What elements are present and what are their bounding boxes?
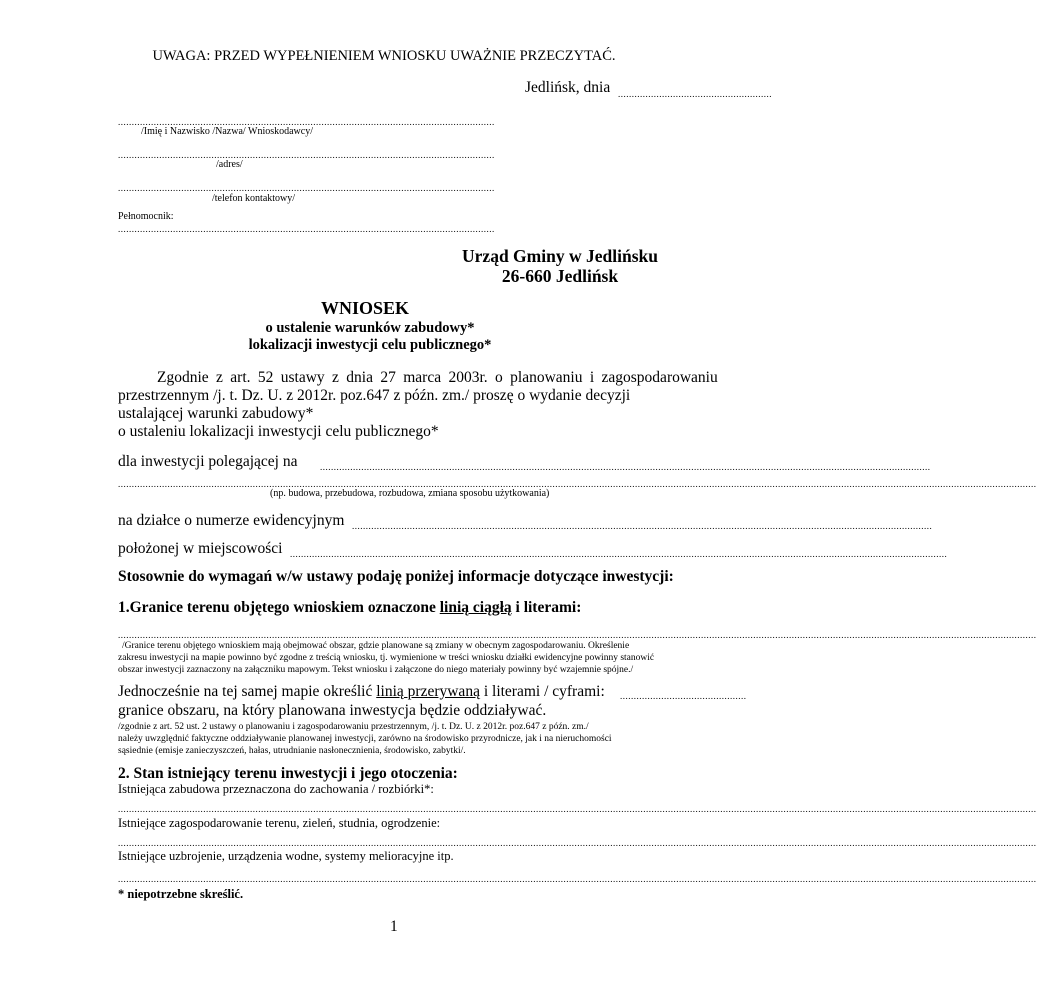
section-1-heading-suffix: i literami: xyxy=(511,599,582,616)
investment-label: dla inwestycji polegającej na xyxy=(118,453,298,470)
document-subtitle-2: lokalizacji inwestycji celu publicznego* xyxy=(248,337,492,353)
section-1-note-1: /Granice terenu objętego wnioskiem mają obejmować obszar, gdzie planowane są zmiany w obecnym zagospodarowaniu. Określenie xyxy=(122,641,630,651)
location-field[interactable]: ............................................................................................................................................................................................................................................... xyxy=(290,549,948,559)
warning-heading: UWAGA: PRZED WYPEŁNIENIEM WNIOSKU UWAŻNIE PRZECZYTAĆ. xyxy=(152,48,616,64)
date-field[interactable]: ........................................................ xyxy=(618,89,772,99)
impact-boundary-label xyxy=(118,683,605,701)
section-2-item-3: Istniejące uzbrojenie, urządzenia wodne, systemy melioracyjne itp. xyxy=(118,849,454,863)
section-2-item-3-field[interactable]: .............................................................................................................................................................................................................................................................................................................................................. xyxy=(118,874,1037,884)
section-2-heading: 2. Stan istniejący terenu inwestycji i jego otoczenia: xyxy=(118,765,458,782)
applicant-phone-field[interactable]: ......................................................................................................................................... xyxy=(118,183,495,193)
footnote: * niepotrzebne skreślić. xyxy=(118,887,244,901)
requirements-statement: Stosownie do wymagań w/w ustawy podaję poniżej informacje dotyczące inwestycji: xyxy=(118,568,674,585)
document-subtitle-1: o ustalenie warunków zabudowy* xyxy=(265,320,475,336)
parcel-field[interactable]: ................................................................................................................................................................................................................... xyxy=(352,521,933,531)
impact-boundary-prefix: Jednocześnie na tej samej mapie określić xyxy=(118,683,377,700)
applicant-phone-caption: /telefon kontaktowy/ xyxy=(212,193,296,204)
intro-line-1: Zgodnie z art. 52 ustawy z dnia 27 marca 2003r. o planowaniu i zagospodarowaniu xyxy=(157,369,718,386)
investment-field[interactable]: .............................................................................................................................................................................................................................. xyxy=(320,462,931,472)
impact-note-2: należy uwzględnić faktyczne oddziaływanie planowanej inwestycji, zarówno na środowisko przyrodnicze, jak i na nieruchomości xyxy=(118,734,612,744)
section-2-item-1: Istniejąca zabudowa przeznaczona do zachowania / rozbiórki*: xyxy=(118,782,434,796)
investment-field-2[interactable]: .............................................................................................................................................................................................................................................................................................................................................. xyxy=(118,479,1037,489)
applicant-name-field[interactable]: ......................................................................................................................................... xyxy=(118,117,495,127)
location-label: położonej w miejscowości xyxy=(118,540,283,557)
impact-boundary-underlined: linią przerywaną xyxy=(376,683,480,700)
section-1-heading xyxy=(118,599,581,617)
recipient-address: 26-660 Jedlińsk xyxy=(501,266,619,286)
intro-line-3: ustalającej warunki zabudowy* xyxy=(118,405,314,422)
proxy-field[interactable]: ......................................................................................................................................... xyxy=(118,224,495,234)
section-1-heading-underlined: linią ciągłą xyxy=(439,599,512,616)
document-title: WNIOSEK xyxy=(320,298,410,318)
impact-boundary-field[interactable]: .............................................. xyxy=(620,691,747,701)
impact-note-3: sąsiednie (emisje zanieczyszczeń, hałas, utrudnianie nasłonecznienia, środowisko, zabytki/. xyxy=(118,746,466,756)
impact-note-1: /zgodnie z art. 52 ust. 2 ustawy o planowaniu i zagospodarowaniu przestrzennym, /j. t. Dz. U. z 2012r. poz.647 z późn. zm./ xyxy=(118,722,589,732)
section-2-item-2-field[interactable]: .............................................................................................................................................................................................................................................................................................................................................. xyxy=(118,838,1037,848)
proxy-label: Pełnomocnik: xyxy=(118,211,174,222)
parcel-label: na działce o numerze ewidencyjnym xyxy=(118,512,345,529)
place-date-label: Jedlińsk, dnia xyxy=(525,79,611,96)
recipient-office: Urząd Gminy w Jedlińsku xyxy=(462,246,658,266)
section-1-note-3: obszar inwestycji zaznaczony na załączniku mapowym. Tekst wniosku i załączone do niego materiały powinny być wzajemnie spójne./ xyxy=(118,665,634,675)
intro-line-2: przestrzennym /j. t. Dz. U. z 2012r. poz.647 z późn. zm./ proszę o wydanie decyzji xyxy=(118,387,631,404)
page-number: 1 xyxy=(390,918,398,935)
section-1-heading-prefix: 1.Granice terenu objętego wnioskiem oznaczone xyxy=(118,599,440,616)
intro-line-4: o ustaleniu lokalizacji inwestycji celu publicznego* xyxy=(118,423,439,440)
investment-hint: (np. budowa, przebudowa, rozbudowa, zmiana sposobu użytkowania) xyxy=(270,488,550,499)
impact-boundary-suffix: i literami / cyframi: xyxy=(479,683,605,700)
section-2-item-1-field[interactable]: .............................................................................................................................................................................................................................................................................................................................................. xyxy=(118,804,1037,814)
section-2-item-2: Istniejące zagospodarowanie terenu, zieleń, studnia, ogrodzenie: xyxy=(118,816,441,830)
applicant-address-caption: /adres/ xyxy=(216,159,243,170)
section-1-note-2: zakresu inwestycji na mapie powinno być zgodne z treścią wniosku, tj. wymienione w treści wniosku działki ewidencyjne powinny stanowić xyxy=(118,653,655,663)
section-1-field[interactable]: .............................................................................................................................................................................................................................................................................................................................................. xyxy=(118,630,1037,640)
applicant-address-field[interactable]: ......................................................................................................................................... xyxy=(118,150,495,160)
impact-line: granice obszaru, na który planowana inwestycja będzie oddziaływać. xyxy=(118,702,547,719)
applicant-name-caption: /Imię i Nazwisko /Nazwa/ Wnioskodawcy/ xyxy=(141,126,313,137)
